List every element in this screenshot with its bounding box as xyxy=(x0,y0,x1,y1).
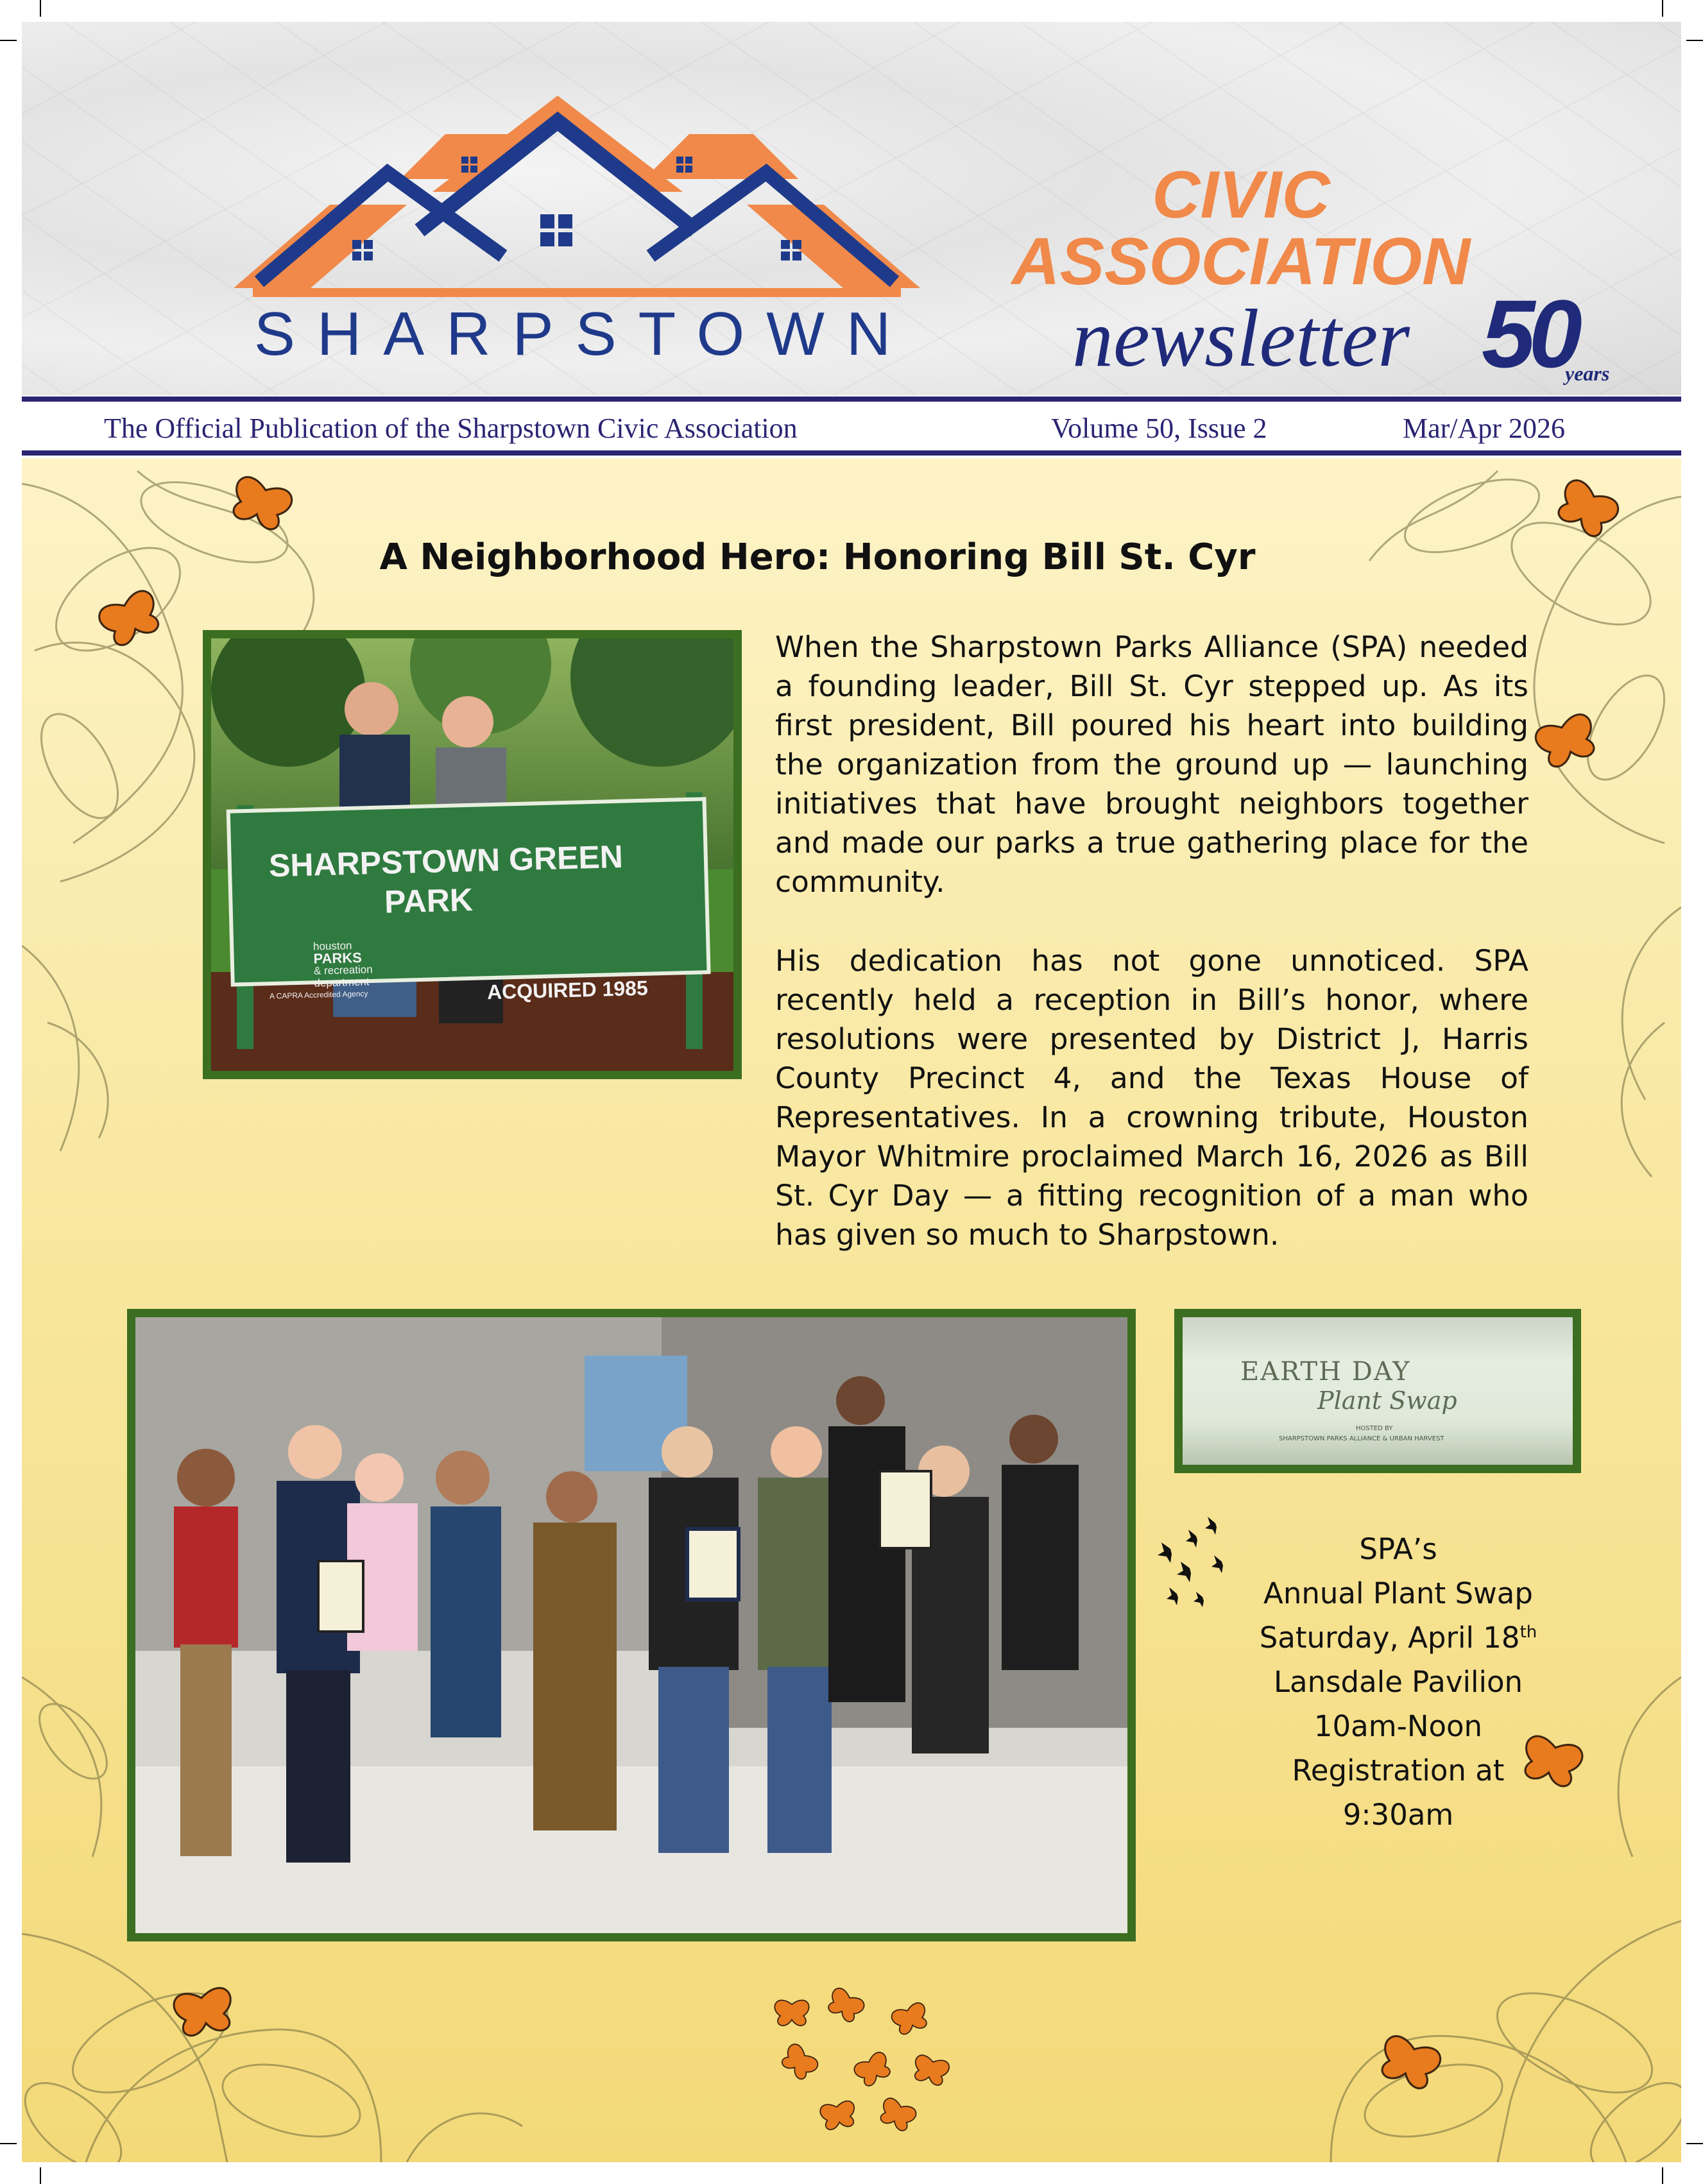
sign-acquired: ACQUIRED 1985 xyxy=(486,976,649,1004)
title-line-association: ASSOCIATION xyxy=(1011,225,1471,299)
crop-mark xyxy=(0,40,17,41)
top-rule xyxy=(22,397,1681,402)
anniversary-word: years xyxy=(1565,362,1610,385)
houses-logo-icon xyxy=(234,96,920,301)
agency-line1: houston xyxy=(312,939,352,953)
anniversary-number: 50 xyxy=(1482,280,1576,388)
article-headline: A Neighborhood Hero: Honoring Bill St. Cyr xyxy=(379,536,1256,578)
banner-line1: EARTH DAY xyxy=(1240,1357,1411,1386)
banner-hosts: SHARPSTOWN PARKS ALLIANCE & URBAN HARVEST xyxy=(1279,1435,1444,1442)
newsletter-wordmark: newsletter xyxy=(1072,293,1410,384)
article-paragraph: His dedication has not gone unnoticed. SPA recently held a reception in Bill’s honor, where resolutions were presented by District J, Harris County Precinct 4, and the Texas House of Representatives. In a crowning tribute, Houston Mayor Whitmire proclaimed March 16, 2026 as Bill St. Cyr Day — a fitting recognition of a man who has given so much to Sharpstown. xyxy=(775,944,1528,1252)
civic-association-title xyxy=(965,158,1517,299)
plant-swap-event-info xyxy=(1215,1527,1581,1837)
banner-hosted-by: HOSTED BY xyxy=(1356,1425,1393,1432)
crop-mark xyxy=(1662,2167,1663,2184)
article-body xyxy=(775,627,1528,1294)
event-date-suffix: th xyxy=(1519,1623,1537,1642)
publication-name: The Official Publication of the Sharpstown Civic Association xyxy=(104,413,798,444)
crop-mark xyxy=(1686,40,1703,41)
brand-name: SHARPSTOWN xyxy=(253,300,913,368)
event-date xyxy=(1215,1616,1581,1660)
crop-mark xyxy=(40,0,41,17)
sign-line2: PARK xyxy=(384,882,474,920)
parks-department-logo xyxy=(268,938,398,1002)
event-date-text: Saturday, April 18 xyxy=(1259,1621,1520,1655)
crop-mark xyxy=(1662,0,1663,17)
title-line-civic: CIVIC xyxy=(1152,158,1330,232)
bottom-rule xyxy=(22,450,1681,456)
main-content xyxy=(22,458,1681,2162)
event-registration-line1: Registration at xyxy=(1292,1753,1505,1787)
publication-bar xyxy=(22,402,1681,450)
banner-line2: Plant Swap xyxy=(1317,1386,1457,1415)
crop-mark xyxy=(1686,2143,1703,2144)
agency-line2: PARKS xyxy=(313,949,363,967)
group-photo-scene xyxy=(135,1317,1127,1933)
earth-day-banner-photo xyxy=(1174,1309,1581,1473)
article-paragraph: When the Sharpstown Parks Alliance (SPA) needed a founding leader, Bill St. Cyr stepped up. As its first president, Bill poured his heart into building the organization from the ground up — launching initiatives that have brought neighbors together and made our parks a true gathering place for the community. xyxy=(775,630,1528,899)
event-location: Lansdale Pavilion xyxy=(1273,1665,1523,1699)
crop-mark xyxy=(0,2143,17,2144)
crop-mark xyxy=(40,2167,41,2184)
sign-line1: SHARPSTOWN GREEN xyxy=(268,838,624,884)
issue-date: Mar/Apr 2026 xyxy=(1403,413,1565,444)
agency-line5: A CAPRA Accredited Agency xyxy=(269,989,368,1001)
masthead xyxy=(22,22,1681,395)
event-registration-line2: 9:30am xyxy=(1342,1798,1454,1832)
event-time: 10am-Noon xyxy=(1314,1709,1483,1743)
black-butterflies-icon xyxy=(1158,1517,1223,1607)
event-org: SPA’s xyxy=(1359,1532,1437,1566)
park-sign-photo xyxy=(203,630,742,1079)
agency-line4: department xyxy=(314,975,370,989)
agency-line3: & recreation xyxy=(313,963,373,977)
anniversary-badge xyxy=(1482,280,1655,394)
event-name: Annual Plant Swap xyxy=(1263,1576,1533,1610)
volume-issue: Volume 50, Issue 2 xyxy=(1051,413,1267,444)
reception-group-photo xyxy=(127,1309,1136,1941)
